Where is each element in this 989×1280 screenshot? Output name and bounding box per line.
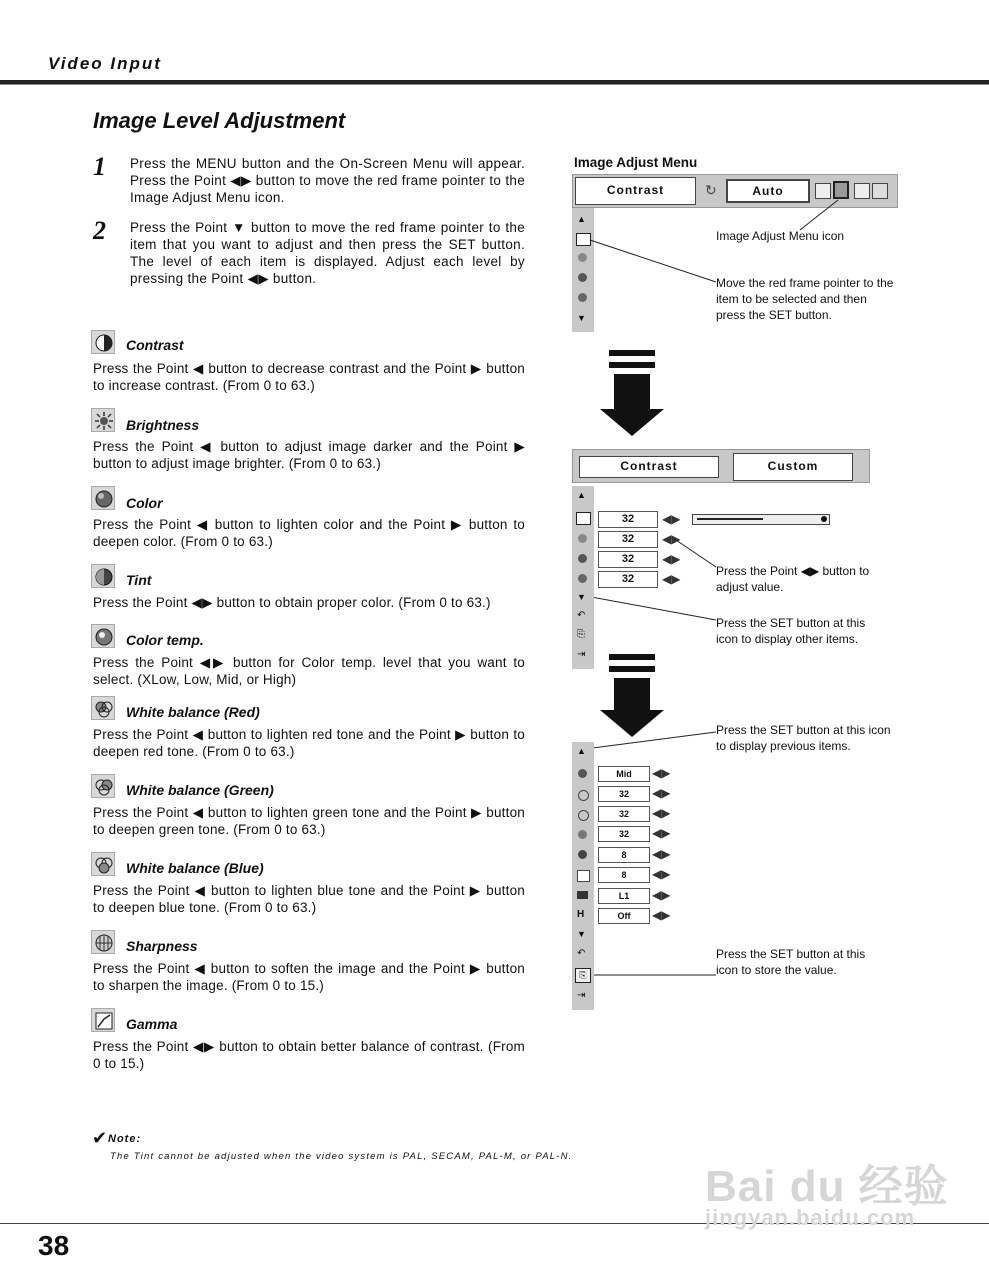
left-right-arrows-icon[interactable]: ◀▶ — [652, 826, 671, 840]
gamma-icon — [577, 870, 590, 882]
step-text: Press the Point ▼ button to move the red frame pointer to the item that you want to adjust and then press the SET button. The level of each item is displayed. Adjust each level by pressing the Point ◀▶ button. — [130, 220, 525, 286]
reset-icon: ↶ — [577, 948, 586, 959]
watermark-logo: Bai du 经验 — [705, 1162, 949, 1211]
item-title: White balance (Red) — [126, 704, 260, 720]
left-right-arrows-icon[interactable]: ◀▶ — [652, 888, 671, 902]
value-box: 32 — [598, 551, 658, 568]
item-description: Press the Point ◀▶ button for Color temp. level that you want to select. (XLow, Low, Mid, or High) — [93, 655, 525, 687]
menu-label-box: Contrast — [575, 177, 696, 205]
white-balance-red-icon — [578, 790, 589, 801]
watermark-url: jingyan.baidu.com — [705, 1205, 916, 1230]
up-arrow-icon: ▲ — [577, 746, 586, 756]
down-arrow-icon: ▼ — [577, 929, 586, 939]
diagram-title: Image Adjust Menu — [574, 155, 698, 170]
value-box: Mid — [598, 766, 650, 782]
store-icon: ⎘ — [577, 629, 585, 640]
callout-other-items: Press the SET button at this icon to display other items. — [716, 616, 866, 646]
value-box: 32 — [598, 806, 650, 822]
menu-label-box: Contrast — [579, 456, 719, 478]
page-number: 38 — [38, 1230, 70, 1261]
brightness-icon — [578, 534, 587, 543]
step-text: Press the MENU button and the On-Screen Menu will appear. Press the Point ◀▶ button to move the red frame pointer to the Image Adjust Menu icon. — [130, 156, 525, 205]
left-right-arrows-icon[interactable]: ◀▶ — [652, 908, 671, 922]
item-title: Gamma — [126, 1016, 178, 1032]
checkmark-icon: ✔ — [92, 1128, 108, 1148]
menu-icon-column — [572, 742, 594, 1010]
item-description: Press the Point ◀ button to lighten red tone and the Point ▶ button to deepen red tone. (From 0 to 63.) — [93, 727, 525, 759]
reset-icon: ↶ — [577, 610, 586, 621]
item-title: White balance (Green) — [126, 782, 274, 798]
store-icon[interactable]: ⎘ — [575, 968, 591, 983]
slider-handle[interactable] — [821, 516, 827, 522]
menu-value-box: Auto — [726, 179, 810, 203]
section-label: Video Input — [48, 54, 162, 73]
value-box: 32 — [598, 571, 658, 588]
item-description: Press the Point ◀ button to lighten green tone and the Point ▶ button to deepen green tone. (From 0 to 63.) — [93, 805, 525, 837]
quit-icon: ⇥ — [577, 990, 586, 1001]
left-right-arrows-icon[interactable]: ◀▶ — [652, 847, 671, 861]
color-icon — [578, 554, 587, 563]
contrast-icon — [576, 512, 591, 525]
callout-adjust-value: Press the Point ◀▶ button to adjust value. — [716, 564, 870, 594]
item-description: Press the Point ◀▶ button to obtain better balance of contrast. (From 0 to 15.) — [93, 1039, 525, 1071]
callout-previous-items: Press the SET button at this icon to display previous items. — [716, 723, 891, 753]
item-title: Color temp. — [126, 632, 204, 648]
tint-icon — [578, 574, 587, 583]
level-slider[interactable] — [692, 514, 830, 525]
value-box: 8 — [598, 867, 650, 883]
item-title: Color — [126, 495, 163, 511]
menu-value-box: Custom — [733, 453, 853, 481]
progressive-icon: H — [577, 909, 585, 920]
white-balance-blue-icon — [578, 830, 587, 839]
white-balance-green-icon — [578, 810, 589, 821]
value-box: 32 — [598, 511, 658, 528]
left-right-arrows-icon[interactable]: ◀▶ — [662, 532, 681, 546]
value-box: 8 — [598, 847, 650, 863]
item-title: Tint — [126, 572, 152, 588]
left-right-arrows-icon[interactable]: ◀▶ — [652, 867, 671, 881]
left-right-arrows-icon[interactable]: ◀▶ — [662, 512, 681, 526]
note-text: The Tint cannot be adjusted when the video system is PAL, SECAM, PAL-M, or PAL-N. — [110, 1151, 573, 1162]
menu-icon-column — [572, 486, 594, 669]
item-description: Press the Point ◀ button to lighten color and the Point ▶ button to deepen color. (From 0 to 63.) — [93, 517, 525, 549]
down-arrow-icon: ▼ — [577, 592, 586, 602]
value-box: L1 — [598, 888, 650, 904]
page-title: Image Level Adjustment — [93, 108, 346, 133]
value-box: 32 — [598, 531, 658, 548]
value-box: 32 — [598, 786, 650, 802]
callout-store-value: Press the SET button at this icon to store the value. — [716, 947, 866, 977]
quit-icon: ⇥ — [577, 649, 586, 660]
note-label: Note: — [108, 1133, 142, 1145]
slider-fill — [697, 518, 763, 520]
menu-bar — [572, 449, 870, 483]
left-right-arrows-icon[interactable]: ◀▶ — [652, 786, 671, 800]
item-description: Press the Point ◀ button to adjust image darker and the Point ▶ button to adjust image brighter. (From 0 to 63.) — [93, 439, 525, 471]
refresh-icon: ↻ — [705, 182, 717, 198]
value-box: 32 — [598, 826, 650, 842]
color-temp-icon — [578, 769, 587, 778]
item-title: Brightness — [126, 417, 200, 433]
item-description: Press the Point ◀ button to soften the image and the Point ▶ button to sharpen the image. (From 0 to 15.) — [93, 961, 525, 993]
left-right-arrows-icon[interactable]: ◀▶ — [662, 552, 681, 566]
item-title: Sharpness — [126, 938, 198, 954]
down-arrow-icon: ▼ — [577, 313, 586, 323]
up-arrow-icon: ▲ — [577, 490, 586, 500]
noise-reduction-icon — [577, 891, 588, 899]
left-right-arrows-icon[interactable]: ◀▶ — [652, 806, 671, 820]
item-title: Contrast — [126, 337, 184, 353]
sharpness-icon — [578, 850, 587, 859]
value-box: Off — [598, 908, 650, 924]
step-number: 1 — [93, 152, 106, 181]
step-number: 2 — [93, 216, 106, 245]
up-arrow-icon: ▲ — [577, 214, 586, 224]
item-title: White balance (Blue) — [126, 860, 264, 876]
left-right-arrows-icon[interactable]: ◀▶ — [662, 572, 681, 586]
left-right-arrows-icon[interactable]: ◀▶ — [652, 766, 671, 780]
callout-menu-icon: Image Adjust Menu icon — [716, 229, 845, 243]
item-description: Press the Point ◀ button to lighten blue tone and the Point ▶ button to deepen blue tone. (From 0 to 63.) — [93, 883, 525, 915]
callout-move-pointer: Move the red frame pointer to the item to be selected and then press the SET button. — [716, 276, 894, 322]
item-description: Press the Point ◀▶ button to obtain proper color. (From 0 to 63.) — [93, 595, 491, 610]
item-description: Press the Point ◀ button to decrease contrast and the Point ▶ button to increase contrast. (From 0 to 63.) — [93, 361, 525, 393]
